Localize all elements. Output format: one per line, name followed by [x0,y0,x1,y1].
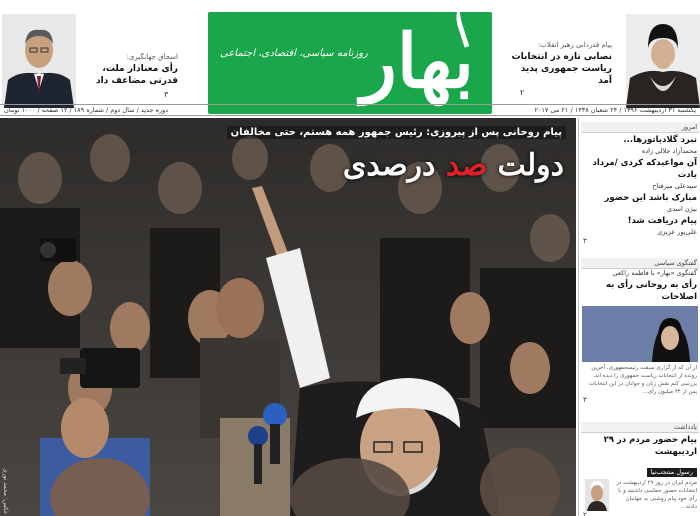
today-byline-2: سیدعلی میرفتاح [652,182,697,190]
today-head-2[interactable]: آن مواعیدکه کردی /مرداد یادت [592,158,697,180]
headline-red-word: صد [445,148,488,183]
logo-wordmark: بهار [361,19,474,105]
section-tag-today: امروز [581,122,699,133]
teaser-right-headline-2: ریاست جمهوری پدید آمد [520,64,612,86]
info-bar [0,104,700,116]
teaser-left[interactable] [2,12,192,106]
issue-number: دوره جدید / سال دوم / شماره ۱۸۹ / ۱۲ صفحه / ۱۰۰۰ تومان [4,106,169,114]
masthead [0,0,700,116]
teaser-left-kicker: اسحاق جهانگیری: [126,53,178,61]
note-head[interactable]: پیام حضور مردم در ۲۹ اردیبهشت [603,435,697,457]
note-body-row [581,479,699,511]
teaser-right-text [506,40,612,87]
interview-page: ۳ [583,396,587,404]
interview-head[interactable]: رأی به روحانی رأی به اصلاحات [605,280,697,302]
sidebar-section-today[interactable] [581,122,699,245]
photo-credit: عکس: محمد نوری [2,468,9,515]
teaser-left-headline-2: قدرتی مضاعف داد [95,76,178,86]
sidebar-section-note[interactable] [581,422,699,516]
note-author-photo [585,479,609,511]
logo-tagline: روزنامه سیاسی، اقتصادی، اجتماعی [220,48,368,59]
interview-body: از آن که از گزاری سبقت رئیسجمهوری، آخرین رونده از انتخابات ریاست جمهوری را دیده اند، بررسی کنم نقش زنان و جوانان در این انتخابات پس از ۴۴ میلیون رأی... [589,365,697,395]
issue-date: یکشنبه ۳۱ اردیبهشت ۱۳۹۶ / ۲۴ شعبان ۱۴۳۸ / ۲۱ می ۲۰۱۷ [534,106,696,114]
teaser-left-text [66,52,178,87]
headline-post: درصدی [342,148,436,183]
teaser-left-headline-1: رأی معنادار ملت، [102,64,178,74]
teaser-left-photo [2,14,76,108]
today-head-4[interactable]: پیام دریافت شد! [627,216,697,226]
interview-photo [582,306,698,362]
teaser-right-page: ۲ [520,88,525,97]
main-headline [343,148,564,183]
main-story[interactable] [0,118,576,516]
note-body: مردم ایران در روز ۲۹ اردیبهشت در انتخابات حضور حماسی داشتند و با رأی خود پیام روشنی به جهانیان دادند... [616,480,697,510]
today-byline-3: بیژن اسدی [667,205,697,213]
headline-pre: دولت [497,148,564,183]
teaser-right-photo [626,14,700,108]
section-tag-interview: گفتگوی سیاسی [581,258,699,269]
today-head-1[interactable]: نبرد گلادیاتورها... [623,135,697,145]
note-author-tag: رسول منتجب‌نیا [647,468,697,477]
sidebar-section-interview[interactable] [581,258,699,404]
today-byline-4: علی‌پور عزیزی [657,228,697,236]
interview-sub: گفتگوی «بهار» با فاطمه راکعی [612,269,697,277]
teaser-right[interactable] [511,12,698,106]
main-kicker: پیام روحانی پس از پیروزی: رئیس جمهور همه هستم، حتی مخالفان [227,126,566,139]
today-byline-1: محمدآزاد جلالی زاده [641,147,697,155]
today-page: ۳ [583,237,587,245]
teaser-right-headline-1: نصابی تازه در انتخابات [511,52,612,62]
sidebar [578,118,700,516]
today-head-3[interactable]: مبارک باشد این حضور [604,193,697,203]
section-tag-note: یادداشت [581,422,699,433]
teaser-right-kicker: پیام قدردانی رهبر انقلاب: [537,41,612,49]
note-page: ۲ [583,511,587,516]
teaser-left-page: ۳ [164,90,169,99]
logo[interactable] [208,12,492,114]
